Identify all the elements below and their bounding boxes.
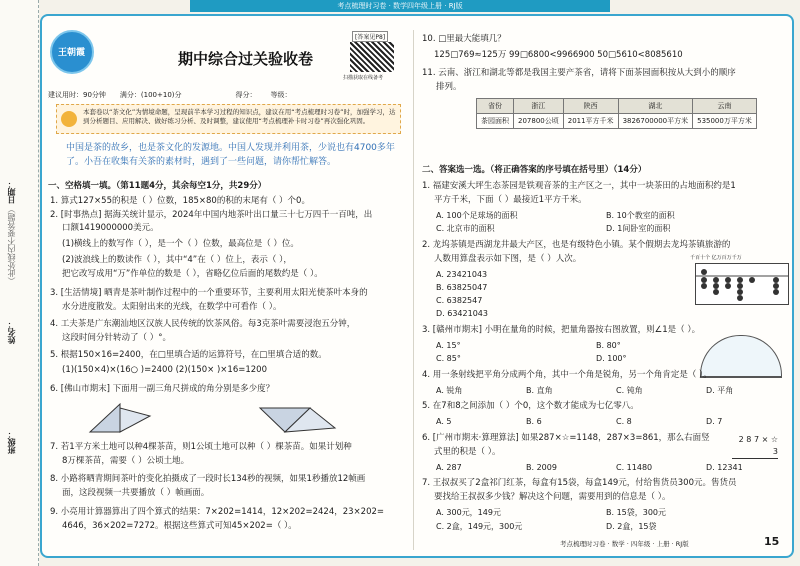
p2-q6-opt-c: C. 11480 bbox=[616, 463, 653, 472]
p2-q3-opt-a: A. 15° bbox=[436, 341, 461, 350]
p2-q3-opt-d: D. 100° bbox=[596, 354, 627, 363]
p2-q4-opt-b: B. 直角 bbox=[526, 386, 553, 395]
val-hubei: 3826700000平方米 bbox=[618, 114, 693, 129]
p2-q5-opt-b: B. 6 bbox=[526, 417, 542, 426]
abacus-figure bbox=[695, 263, 789, 305]
vertical-multiplication: 2 8 7 × ☆ 3 bbox=[732, 434, 778, 459]
p2-q2-opt-a: A. 23421043 bbox=[436, 270, 488, 279]
p2-q5-opt-a: A. 5 bbox=[436, 417, 452, 426]
p1-q4b: 这段时间分针转动了（ ）°。 bbox=[62, 333, 171, 343]
lightbulb-icon bbox=[61, 111, 77, 127]
p2-q1a: 1. 福建安溪大坪生态茶园是铁观音茶的主产区之一，其中一块茶田的占地面积约是1 bbox=[422, 181, 736, 191]
p2-q7a: 7. 王叔叔买了2盒祁门红茶，每盒有15袋，每盒149元，付给售货员300元。售货员 bbox=[422, 478, 737, 488]
exam-title: 期中综合过关验收卷 bbox=[178, 50, 314, 68]
set-square-figures bbox=[80, 398, 380, 436]
margin-note: （此处线内不要答题） bbox=[7, 205, 16, 285]
footer-text: 考点梳理时习卷 · 数学 · 四年级 · 上册 · RJ版 bbox=[560, 540, 689, 548]
qr-caption: 扫描获取在线备考 bbox=[343, 75, 384, 81]
story-intro: 中国是茶的故乡，也是茶文化的发源地。中国人发现并利用茶，少说也有4700多年了。小吾在收集有关茶的素材时，遇到了一些问题，请你帮忙解答。 bbox=[66, 143, 395, 167]
p1-q10-items: 125□769≈125万 99□6800<9966900 50□5610<8085610 bbox=[434, 50, 683, 60]
p1-q11a: 11. 云南、浙江和湖北等都是我国主要产茶省，请将下面茶园面积按从大到小的顺序 bbox=[422, 68, 736, 78]
p2-q3-opt-c: C. 85° bbox=[436, 354, 461, 363]
abacus-caption: 千百十个 亿万百万千万 bbox=[690, 255, 742, 261]
p1-q5b: (1)(150×4)×(16○ )=2400 (2)(150× )×16=1200 bbox=[62, 365, 267, 375]
page-number: 15 bbox=[764, 535, 780, 548]
p1-q9b: 4646，36×202=7272。根据这些算式可知45×202=（ ）。 bbox=[62, 521, 297, 531]
p1-q2d: (2)波浪线上的数读作（ ），其中“4”在（ ）位上，表示（ ）， bbox=[62, 255, 292, 265]
p2-q7-opt-c: C. 2盒，149元，300元 bbox=[436, 522, 523, 531]
p2-q2b: 人数用算盘表示如下图，是（ ）人次。 bbox=[434, 254, 582, 264]
p2-q1-opt-a: A. 100个足球场的面积 bbox=[436, 211, 518, 220]
p2-q3: 3. [赣州市期末] 小明在量角的时候，把量角器按右图放置，则∠1是（ ）。 bbox=[422, 325, 701, 335]
binding-strip bbox=[0, 0, 39, 566]
notice-text: 本套卷以“茶文化”为情境命题，呈现前半本学习过程的知识点，建议在用“考点梳理时习卷”时，加强学习，达到分析题目、应用解决、做好练习分析、及时调整，建议使用“考点梳理补卡时习卷”再次强化巩固。 bbox=[83, 108, 396, 125]
p2-q7-opt-b: B. 15袋，300元 bbox=[606, 508, 667, 517]
th-zhejiang: 浙江 bbox=[514, 99, 564, 114]
p2-q6-opt-a: A. 287 bbox=[436, 463, 462, 472]
p2-q7b: 要找给王叔叔多少钱？解决这个问题，需要用到的信息是（ ）。 bbox=[434, 492, 671, 502]
val-yunnan: 535000万平方米 bbox=[693, 114, 757, 129]
p1-q7a: 7. 若1平方米土地可以种4棵茶苗，则1公顷土地可以种（ ）棵茶苗。如果计划种 bbox=[50, 442, 352, 452]
p1-q2e: 把它改写成用“万”作单位的数是（ ），省略亿位后面的尾数约是（ ）。 bbox=[62, 269, 323, 279]
val-shaanxi: 2011平方千米 bbox=[563, 114, 618, 129]
p1-q7b: 8万棵茶苗，需要（ ）公顷土地。 bbox=[62, 456, 190, 466]
part2-title: 二、答案选一选。（将正确答案的序号填在括号里）（14分） bbox=[422, 165, 647, 175]
p2-q7-opt-d: D. 2盒，15袋 bbox=[606, 522, 657, 531]
p2-q5-opt-d: D. 7 bbox=[706, 417, 723, 426]
abacus-beads bbox=[696, 264, 788, 304]
p2-q1-opt-c: C. 北京市的面积 bbox=[436, 224, 495, 233]
p2-q1-opt-d: D. 1间卧室的面积 bbox=[606, 224, 671, 233]
p2-q6-opt-b: B. 2009 bbox=[526, 463, 557, 472]
got-text: 得分： bbox=[235, 91, 257, 99]
th-yunnan: 云南 bbox=[693, 99, 757, 114]
notice-box bbox=[56, 104, 401, 134]
p1-q3a: 3. [生活情境] 晒青是茶叶制作过程中的一个重要环节，主要利用太阳光使茶叶本身的 bbox=[50, 288, 368, 298]
p2-q6b: 式里的积是（ ）。 bbox=[434, 447, 501, 457]
p2-q1-opt-b: B. 10个教室的面积 bbox=[606, 211, 675, 220]
p2-q5-opt-c: C. 8 bbox=[616, 417, 632, 426]
p2-q2-opt-d: D. 63421043 bbox=[436, 309, 488, 318]
brand-logo: 王朝霞 bbox=[50, 30, 94, 74]
time-text: 建议用时：90分钟 bbox=[48, 91, 106, 99]
p1-q10: 10. □里最大能填几？ bbox=[422, 34, 506, 44]
p2-q6-opt-d: D. 12341 bbox=[706, 463, 743, 472]
p2-q3-opt-b: B. 80° bbox=[596, 341, 621, 350]
p2-q4: 4. 用一条射线把平角分成两个角，其中一个角是锐角，另一个角肯定是（ ）。 bbox=[422, 370, 712, 380]
answer-tag: [答案见P8] bbox=[352, 31, 388, 42]
exam-meta bbox=[48, 90, 406, 100]
p1-q9a: 9. 小亮用计算器算出了四个算式的结果：7×202=1414，12×202=2424，23×202= bbox=[50, 507, 385, 517]
name-label: 姓名： bbox=[7, 320, 16, 344]
p1-q4a: 4. 工夫茶是广东潮汕地区汉族人民传统的饮茶风俗。每3克茶叶需要浸泡五分钟， bbox=[50, 319, 356, 329]
set-square-left bbox=[90, 404, 120, 432]
column-divider bbox=[413, 30, 414, 550]
p2-q6a: 6. [广州市期末·算理算法] 如果287×☆=1148，287×3=861，那么右面竖 bbox=[422, 433, 710, 443]
p1-q3b: 水分进度散发。太阳射出来的光线，在数学中可看作（ ）。 bbox=[62, 302, 282, 312]
val-zhejiang: 207800公顷 bbox=[514, 114, 564, 129]
level-text: 等级： bbox=[270, 91, 292, 99]
date-label: 日期： bbox=[7, 180, 16, 204]
p2-q1b: 平方千米，下面（ ）最接近1平方千米。 bbox=[434, 195, 587, 205]
th-shaanxi: 陕西 bbox=[563, 99, 618, 114]
p2-q7-opt-a: A. 300元，149元 bbox=[436, 508, 501, 517]
p1-q11b: 排列。 bbox=[436, 82, 462, 92]
part1-title: 一、空格填一填。（第11题4分，其余每空1分，共29分） bbox=[48, 181, 267, 191]
th-hubei: 湖北 bbox=[618, 99, 693, 114]
row-label: 茶园面积 bbox=[477, 114, 514, 129]
p2-q4-opt-d: D. 平角 bbox=[706, 386, 734, 395]
p2-q4-opt-c: C. 钝角 bbox=[616, 386, 643, 395]
p1-q6: 6. [佛山市期末] 下面用一副三角尺拼成的角分别是多少度？ bbox=[50, 384, 275, 394]
th-province: 省份 bbox=[477, 99, 514, 114]
p1-q8a: 8. 小路将晒青期间茶叶的变化拍摄成了一段时长134秒的视频，如果1秒播放12帧画 bbox=[50, 474, 366, 484]
tea-area-table bbox=[476, 98, 757, 129]
p1-q5a: 5. 根据150×16=2400，在□里填合适的运算符号，在□里填合适的数。 bbox=[50, 350, 327, 360]
p2-q2-opt-b: B. 63825047 bbox=[436, 283, 488, 292]
p1-q2c: (1)横线上的数写作（ ），是一个（ ）位数，最高位是（ ）位。 bbox=[62, 239, 299, 249]
p2-q4-opt-a: A. 锐角 bbox=[436, 386, 463, 395]
p2-q2-opt-c: C. 6382547 bbox=[436, 296, 483, 305]
qr-code[interactable] bbox=[350, 42, 394, 72]
p1-q2a: 2. [时事热点] 据海关统计显示，2024年中国内地茶叶出口量三十七万四千一百吨，出 bbox=[50, 210, 373, 220]
p1-q8b: 面，这段视频一共要播放（ ）帧画面。 bbox=[62, 488, 210, 498]
p1-q2b: 口额1419000000美元。 bbox=[62, 223, 159, 233]
class-label: 班级： bbox=[7, 430, 16, 454]
p2-q2a: 2. 龙坞茶镇是西湖龙井最大产区，也是有级特色小镇。某个假期去龙坞茶镇旅游的 bbox=[422, 240, 731, 250]
p2-q5: 5. 在7和8之间添加（ ）个0，这个数才能成为七亿零八。 bbox=[422, 401, 639, 411]
score-text: 满分：(100+10)分 bbox=[119, 91, 182, 99]
p1-q1: 1. 算式127×55的积是（ ）位数，185×80的积的末尾有（ ）个0。 bbox=[50, 196, 310, 206]
header-banner: 考点梳理时习卷 · 数学四年级上册 · RJ版 bbox=[190, 0, 610, 12]
set-square-left-2 bbox=[120, 408, 150, 432]
